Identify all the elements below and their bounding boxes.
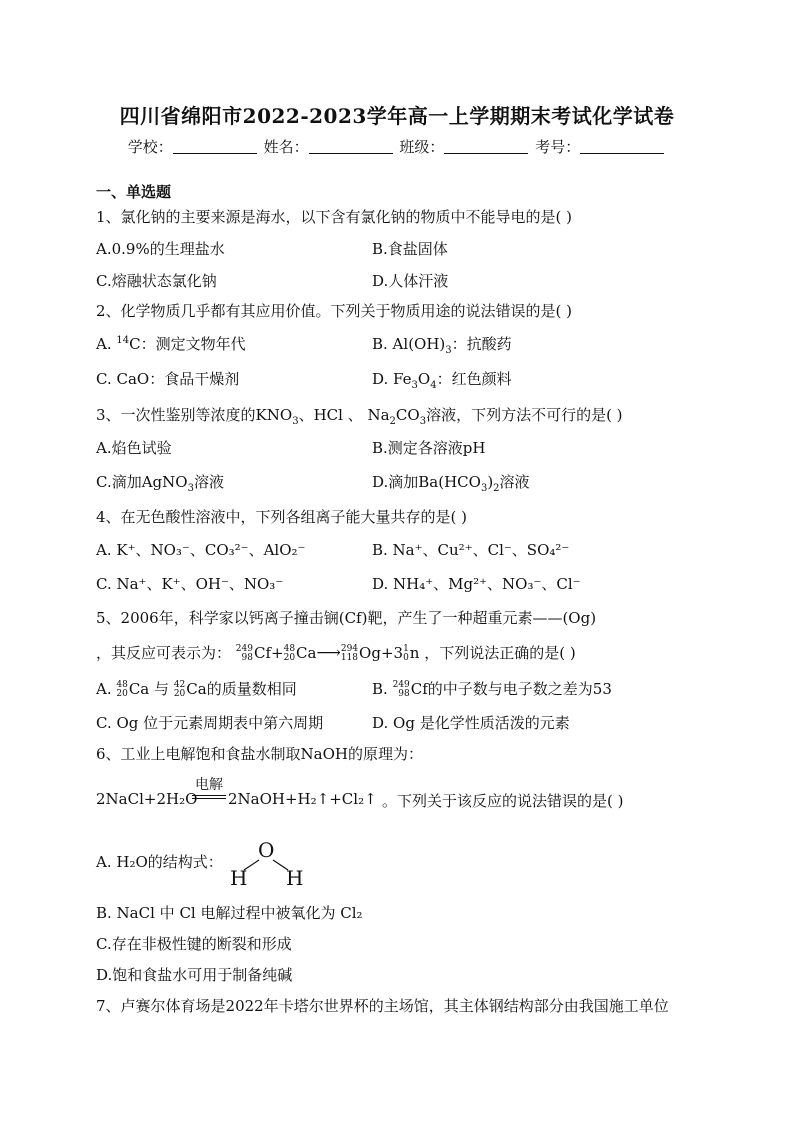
q5a-m1: 48 [116,680,128,690]
q5b-iso [393,681,410,699]
atom-o: O [258,838,275,862]
ca-isotope [284,645,295,663]
q2-option-d [372,368,512,391]
q5a-prefix: A. [96,680,117,698]
q3-s3sub: 3 [419,416,427,427]
og-z: 118 [340,653,359,663]
q5a-e1: Ca [128,680,150,698]
q3c-prefix: C.滴加AgNO [96,473,188,491]
question-5-stem-line2 [96,642,576,663]
q5b-prefix: B. [372,680,393,698]
q2a-text: ：测定文物年代 [140,335,246,353]
question-5-stem-line1: 5、2006年，科学家以钙离子撞击锎(Cf)靶，产生了一种超重元素——(Og) [96,609,597,627]
ca-z: 20 [283,653,296,663]
og-mass: 294 [340,644,359,654]
q5a-iso2 [174,681,185,699]
og-symbol: Og [359,644,381,662]
question-2-stem: 2、化学物质几乎都有其应用价值。下列关于物质用途的说法错误的是( ) [96,302,573,320]
q2b-sub: 3 [445,345,452,356]
q2d-sub2: 4 [430,380,437,391]
q5b-z: 98 [398,689,410,699]
page-title: 四川省绵阳市2022-2023学年高一上学期期末考试化学试卷 [119,104,675,128]
q2-option-b [372,333,512,356]
eq-right: 2NaOH+H₂↑+Cl₂↑ [228,790,377,808]
ca-mass: 48 [283,644,296,654]
q5a-text: 的质量数相同 [206,680,297,698]
question-6-stem: 6、工业上电解饱和食盐水制取NaOH的原理为： [96,745,423,763]
q2d-text: ：红色颜料 [436,370,512,388]
name-blank [309,139,393,154]
q1-option-c: C.熔融状态氯化钠 [96,272,217,290]
name-label: 姓名： [263,138,309,156]
cf-z: 98 [241,653,253,663]
q4-option-b: B. Na⁺、Cu²⁺、Cl⁻、SO₄²⁻ [372,541,570,559]
q3-s2sub: 2 [389,416,396,427]
q3-s3: CO [395,406,420,424]
school-label: 学校： [127,138,173,156]
q5a-m2: 42 [173,680,186,690]
question-4-stem: 4、在无色酸性溶液中，下列各组离子能大量共存的是( ) [96,508,468,526]
q4-option-a: A. K⁺、NO₃⁻、CO₃²⁻、AlO₂⁻ [96,541,306,559]
og-isotope [341,645,358,663]
q5a-z1: 20 [116,689,128,699]
q6-option-a: A. H₂O的结构式： [96,853,223,871]
plus-three: +3 [380,644,404,662]
reaction-arrow: ⟶ [316,643,341,663]
q5a-z2: 20 [173,689,186,699]
q2a-mass-number: 14 [116,335,130,346]
q5-option-b [372,678,612,699]
q3-option-b: B.测定各溶液pH [372,439,486,457]
eq-left: 2NaCl+2H₂O [96,790,198,808]
q3-s2: 、HCl 、 Na [298,406,390,424]
atom-h-right: H [286,866,304,890]
q3-option-c [96,471,224,494]
cf-mass: 249 [235,644,253,654]
q6-option-d: D.饱和食盐水可用于制备纯碱 [96,966,293,984]
q3-option-d [372,471,530,494]
school-blank [173,139,257,154]
question-3-stem [96,404,623,427]
eq-double-line [192,795,226,799]
section-heading: 一、单选题 [96,183,172,201]
q3d-sub2: 2 [493,483,500,494]
q5a-e2: Ca [186,680,207,698]
q2d-formula: D. Fe [372,370,412,388]
q2b-formula: B. Al(OH) [372,335,446,353]
student-info-line [0,136,794,157]
q5b-m: 249 [392,680,410,690]
class-blank [444,139,528,154]
q5a-mid: 与 [154,680,174,698]
q4-option-c: C. Na⁺、K⁺、OH⁻、NO₃⁻ [96,575,284,593]
q5-option-c: C. Og 位于元素周期表中第六周期 [96,714,324,732]
q5-stem-suffix: ，下列说法正确的是( ) [424,644,576,662]
n-symbol: n [409,644,420,662]
plus-sign: + [271,644,284,662]
q5-option-d: D. Og 是化学性质活泼的元素 [372,714,570,732]
q2-option-a [96,333,246,354]
q3c-text: 溶液 [193,473,224,491]
q5a-iso1 [116,681,127,699]
n-isotope [403,645,409,663]
atom-h-left: H [230,866,248,890]
cf-isotope [236,645,253,663]
question-7-stem: 7、卢赛尔体育场是2022年卡塔尔世界杯的主场馆，其主体钢结构部分由我国施工单位 [96,997,669,1015]
n-z: 0 [403,653,409,663]
number-blank [580,139,664,154]
q3d-sub1: 3 [480,483,488,494]
q2-option-c: C. CaO：食品干燥剂 [96,370,240,388]
ca-symbol: Ca [296,644,317,662]
q3-s1sub: 3 [292,416,299,427]
eq-suffix: 。下列关于该反应的说法错误的是( ) [382,792,624,810]
q2d-o: O [417,370,431,388]
q1-option-d: D.人体汗液 [372,272,449,290]
q2a-prefix: A. [96,335,117,353]
number-label: 考号： [535,138,581,156]
q5-stem-prefix: ，其反应可表示为： [96,644,232,662]
q5b-e: Cf [410,680,428,698]
q5b-text: 的中子数与电子数之差为53 [427,680,612,698]
class-label: 班级： [399,138,445,156]
q3-s1: 3、一次性鉴别等浓度的KNO [96,406,293,424]
q5-option-a [96,678,297,699]
q6-option-b: B. NaCl 中 Cl 电解过程中被氧化为 Cl₂ [96,904,363,922]
q3-s4: 溶液，下列方法不可行的是( ) [426,406,623,424]
question-1-stem: 1、氯化钠的主要来源是海水，以下含有氯化钠的物质中不能导电的是( ) [96,208,573,226]
q3d-text: 溶液 [499,473,530,491]
q3-option-a: A.焰色试验 [96,439,172,457]
cf-symbol: Cf [253,644,272,662]
q2a-element: C [129,335,141,353]
q2d-sub1: 3 [411,380,418,391]
q1-option-b: B.食盐固体 [372,240,448,258]
water-structure-diagram [226,838,306,888]
q2b-text: ：抗酸药 [451,335,512,353]
q6-option-c: C.存在非极性键的断裂和形成 [96,935,292,953]
q4-option-d: D. NH₄⁺、Mg²⁺、NO₃⁻、Cl⁻ [372,575,581,593]
n-mass: 1 [403,644,409,654]
q3d-prefix: D.滴加Ba(HCO [372,473,481,491]
q1-option-a: A.0.9%的生理盐水 [96,240,225,258]
q3d-mid: ) [487,473,494,491]
q3c-sub: 3 [187,483,194,494]
eq-condition: 电解 [195,777,223,793]
